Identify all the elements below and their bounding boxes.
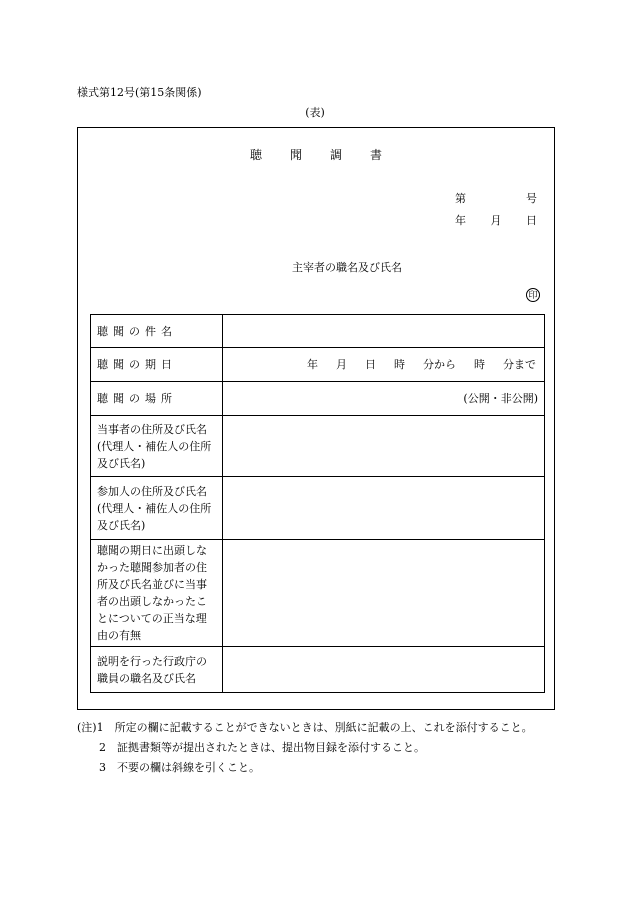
note-item: (注)1 所定の欄に記載することができないときは、別紙に記載の上、これを添付すること。: [77, 721, 533, 734]
row-absent: [91, 540, 545, 647]
date-label: 聴聞の期日: [91, 348, 223, 382]
date-field-minute-to: 分まで: [503, 358, 536, 371]
official-label: [91, 647, 223, 693]
date-field-month: 月: [336, 358, 347, 371]
side-label: (表): [305, 106, 325, 119]
official-label-line: 職員の職名及び氏名: [97, 671, 196, 685]
hearing-record-table: [90, 314, 545, 693]
number-prefix: 第: [455, 192, 466, 205]
notes: [77, 718, 533, 778]
participant-value[interactable]: [223, 477, 545, 540]
official-label-line: 説明を行った行政庁の: [97, 654, 207, 668]
absent-value[interactable]: [223, 540, 545, 647]
row-place: [91, 382, 545, 416]
row-party: [91, 416, 545, 477]
row-date: [91, 348, 545, 382]
participant-label-line: 参加人の住所及び氏名: [97, 484, 207, 498]
absent-label-line: 者の出頭しなかったこ: [97, 595, 207, 608]
party-label-line: 及び氏名): [97, 456, 146, 470]
party-label: [91, 416, 223, 477]
party-label-line: (代理人・補佐人の住所: [97, 439, 212, 453]
date-year: 年: [455, 214, 466, 227]
note-item: 3 不要の欄は斜線を引くこと。: [99, 761, 260, 774]
place-label: 聴聞の場所: [91, 382, 223, 416]
note-prefix: (注): [77, 721, 97, 734]
public-status: (公開・非公開): [463, 392, 538, 405]
date-field-minute-from: 分から: [423, 358, 456, 371]
note-item: 2 証拠書類等が提出されたときは、提出物目録を添付すること。: [99, 741, 425, 754]
row-participant: [91, 477, 545, 540]
party-label-line: 当事者の住所及び氏名: [97, 422, 207, 436]
participant-label-line: 及び氏名): [97, 518, 146, 532]
place-value[interactable]: [223, 382, 545, 416]
date-field-day: 日: [365, 358, 376, 371]
subject-label: 聴聞の件名: [91, 315, 223, 348]
absent-label-line: 由の有無: [97, 629, 141, 642]
participant-label: [91, 477, 223, 540]
row-subject: [91, 315, 545, 348]
absent-label: [91, 540, 223, 647]
seal-icon: 印: [526, 288, 540, 302]
party-value[interactable]: [223, 416, 545, 477]
date-month: 月: [490, 214, 502, 227]
date-fields: [229, 356, 538, 373]
date-day: 日: [526, 214, 537, 227]
date-value[interactable]: [223, 348, 545, 382]
date-line: [455, 212, 537, 228]
presider-name-label: 主宰者の職名及び氏名: [292, 261, 402, 274]
form-frame: [77, 127, 555, 710]
subject-value[interactable]: [223, 315, 545, 348]
participant-label-line: (代理人・補佐人の住所: [97, 501, 212, 515]
date-field-hour-from: 時: [394, 358, 405, 371]
absent-label-line: とについての正当な理: [97, 612, 207, 625]
date-field-year: 年: [307, 358, 318, 371]
official-value[interactable]: [223, 647, 545, 693]
absent-label-line: かった聴聞参加者の住: [97, 561, 207, 574]
row-official: [91, 647, 545, 693]
number-suffix: 号: [526, 192, 537, 205]
date-field-hour-to: 時: [474, 358, 485, 371]
document-title: 聴聞調書: [249, 148, 410, 162]
absent-label-line: 聴聞の期日に出頭しな: [97, 544, 207, 557]
number-line: [455, 190, 537, 206]
form-number: 様式第12号(第15条関係): [77, 86, 202, 99]
absent-label-line: 所及び氏名並びに当事: [97, 578, 207, 591]
